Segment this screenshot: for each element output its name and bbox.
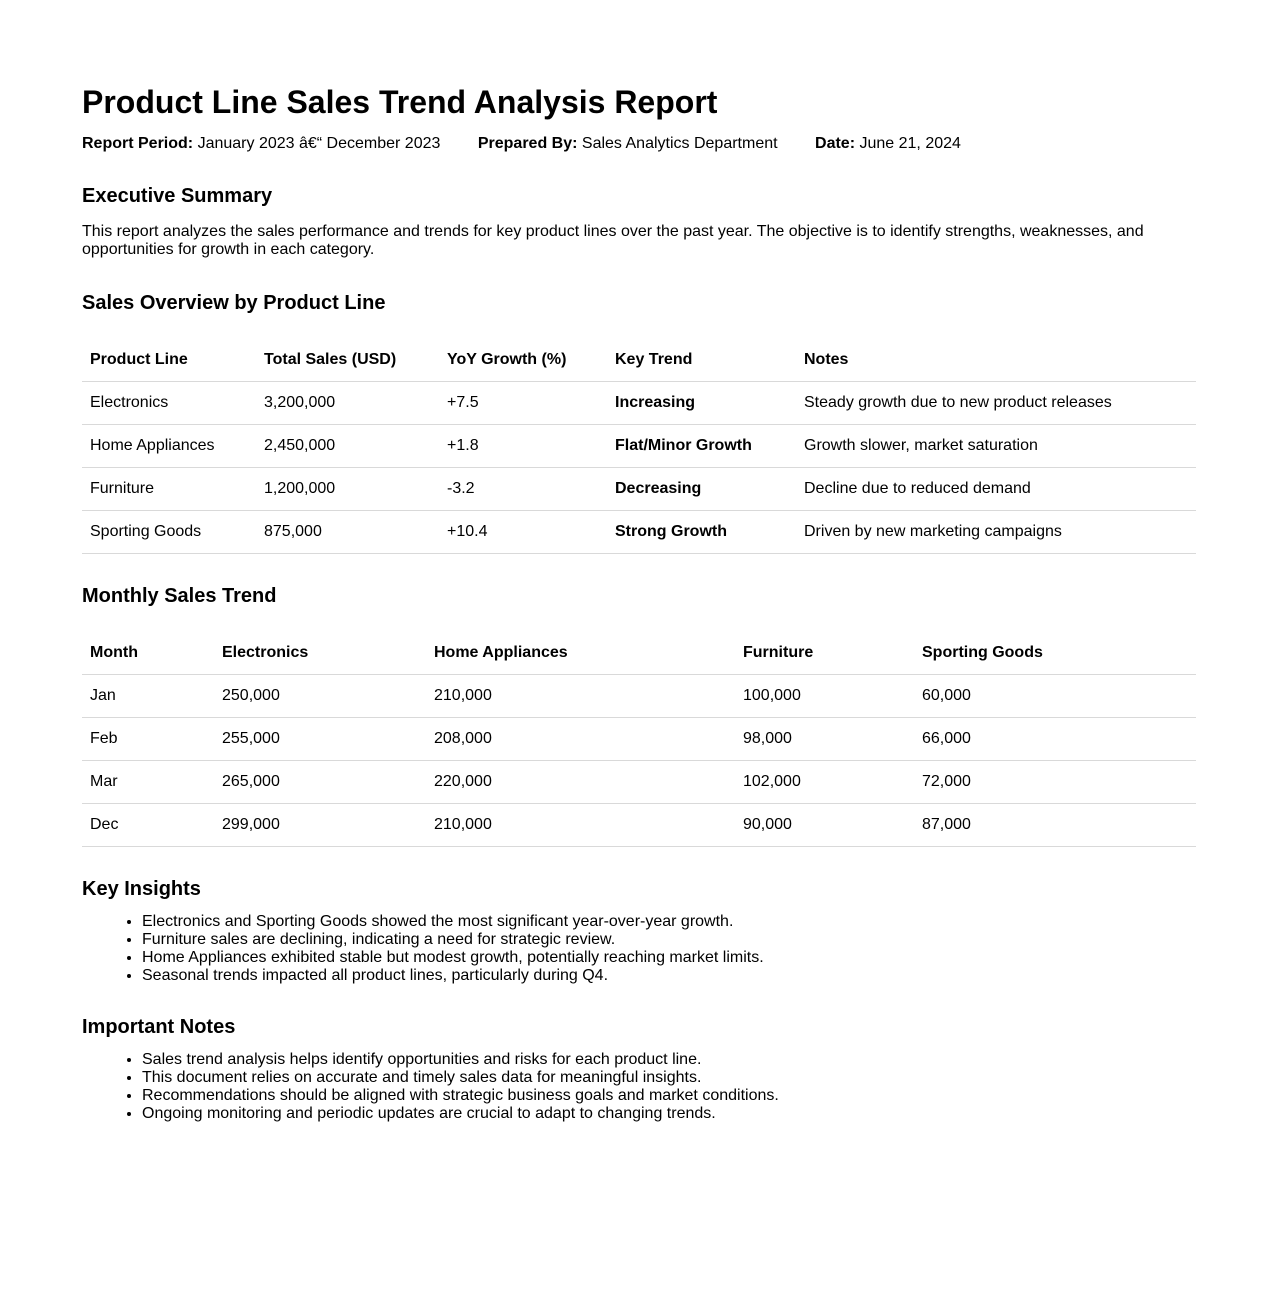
key-insights-list: [82, 913, 1196, 985]
column-header: Electronics: [214, 632, 426, 675]
column-header: Month: [82, 632, 214, 675]
list-item: • Sales trend analysis helps identify opportunities and risks for each product line.: [142, 1051, 1196, 1069]
column-header: Total Sales (USD): [256, 339, 439, 382]
executive-summary-heading: Executive Summary: [82, 185, 273, 207]
cell-sporting-goods: 72,000: [914, 761, 1196, 804]
cell-notes: Growth slower, market saturation: [796, 425, 1196, 468]
cell-home-appliances: 208,000: [426, 718, 735, 761]
cell-electronics: 255,000: [214, 718, 426, 761]
important-notes-heading: Important Notes: [82, 1016, 236, 1038]
column-header: Notes: [796, 339, 1196, 382]
list-item: • Seasonal trends impacted all product lines, particularly during Q4.: [142, 967, 1196, 985]
monthly-trend-table: [82, 632, 1196, 847]
list-item: • Electronics and Sporting Goods showed the most significant year-over-year growth.: [142, 913, 1196, 931]
list-item: • Recommendations should be aligned with strategic business goals and market conditions.: [142, 1087, 1196, 1105]
cell-notes: Driven by new marketing campaigns: [796, 511, 1196, 554]
cell-electronics: 299,000: [214, 804, 426, 847]
cell-furniture: 98,000: [735, 718, 914, 761]
cell-total-sales: 875,000: [256, 511, 439, 554]
cell-total-sales: 3,200,000: [256, 382, 439, 425]
meta-date: [815, 134, 961, 154]
cell-key-trend: Increasing: [607, 382, 796, 425]
column-header: Home Appliances: [426, 632, 735, 675]
cell-product-line: Furniture: [82, 468, 256, 511]
cell-yoy-growth: +7.5: [439, 382, 607, 425]
cell-notes: Steady growth due to new product releases: [796, 382, 1196, 425]
table-row: [82, 511, 1196, 554]
table-row: [82, 468, 1196, 511]
table-row: [82, 804, 1196, 847]
cell-yoy-growth: +10.4: [439, 511, 607, 554]
meta-date-label: Date:: [815, 135, 856, 152]
cell-furniture: 90,000: [735, 804, 914, 847]
cell-sporting-goods: 66,000: [914, 718, 1196, 761]
table-row: [82, 675, 1196, 718]
table-row: [82, 425, 1196, 468]
meta-prepared-by: [478, 134, 778, 154]
table-row: [82, 382, 1196, 425]
key-insights-heading: Key Insights: [82, 878, 201, 900]
cell-key-trend: Flat/Minor Growth: [607, 425, 796, 468]
cell-sporting-goods: 60,000: [914, 675, 1196, 718]
column-header: Sporting Goods: [914, 632, 1196, 675]
table-row: [82, 761, 1196, 804]
cell-home-appliances: 220,000: [426, 761, 735, 804]
cell-product-line: Home Appliances: [82, 425, 256, 468]
cell-month: Mar: [82, 761, 214, 804]
cell-key-trend: Strong Growth: [607, 511, 796, 554]
sales-overview-heading: Sales Overview by Product Line: [82, 292, 386, 314]
cell-electronics: 250,000: [214, 675, 426, 718]
meta-prepared-value: Sales Analytics Department: [581, 135, 778, 152]
cell-month: Dec: [82, 804, 214, 847]
cell-month: Feb: [82, 718, 214, 761]
table-header-row: [82, 339, 1196, 382]
meta-prepared-label: Prepared By:: [477, 135, 578, 152]
important-notes-list: [82, 1051, 1196, 1123]
cell-notes: Decline due to reduced demand: [796, 468, 1196, 511]
list-item: • Ongoing monitoring and periodic updates are crucial to adapt to changing trends.: [142, 1105, 1196, 1123]
list-item: • Home Appliances exhibited stable but modest growth, potentially reaching market limits.: [142, 949, 1196, 967]
cell-yoy-growth: +1.8: [439, 425, 607, 468]
cell-home-appliances: 210,000: [426, 675, 735, 718]
table-header-row: [82, 632, 1196, 675]
cell-key-trend: Decreasing: [607, 468, 796, 511]
cell-sporting-goods: 87,000: [914, 804, 1196, 847]
cell-yoy-growth: -3.2: [439, 468, 607, 511]
column-header: Product Line: [82, 339, 256, 382]
meta-period-value: January 2023 â€“ December 2023: [197, 135, 441, 152]
executive-summary-text: This report analyzes the sales performance and trends for key product lines over the past year. The objective is to identify strengths, weaknesses, and opportunities for growth in each category.: [82, 223, 1144, 258]
cell-furniture: 102,000: [735, 761, 914, 804]
cell-product-line: Sporting Goods: [82, 511, 256, 554]
cell-product-line: Electronics: [82, 382, 256, 425]
cell-total-sales: 1,200,000: [256, 468, 439, 511]
page-title: Product Line Sales Trend Analysis Report: [82, 84, 718, 120]
table-row: [82, 718, 1196, 761]
list-item: • This document relies on accurate and timely sales data for meaningful insights.: [142, 1069, 1196, 1087]
cell-month: Jan: [82, 675, 214, 718]
list-item: • Furniture sales are declining, indicating a need for strategic review.: [142, 931, 1196, 949]
cell-furniture: 100,000: [735, 675, 914, 718]
cell-electronics: 265,000: [214, 761, 426, 804]
sales-overview-table: [82, 339, 1196, 554]
meta-date-value: June 21, 2024: [859, 135, 961, 152]
cell-home-appliances: 210,000: [426, 804, 735, 847]
cell-total-sales: 2,450,000: [256, 425, 439, 468]
column-header: Key Trend: [607, 339, 796, 382]
meta-report-period: [82, 134, 440, 154]
column-header: Furniture: [735, 632, 914, 675]
monthly-trend-heading: Monthly Sales Trend: [82, 585, 277, 607]
report-meta: [82, 134, 1196, 154]
column-header: YoY Growth (%): [439, 339, 607, 382]
meta-period-label: Report Period:: [82, 135, 194, 152]
